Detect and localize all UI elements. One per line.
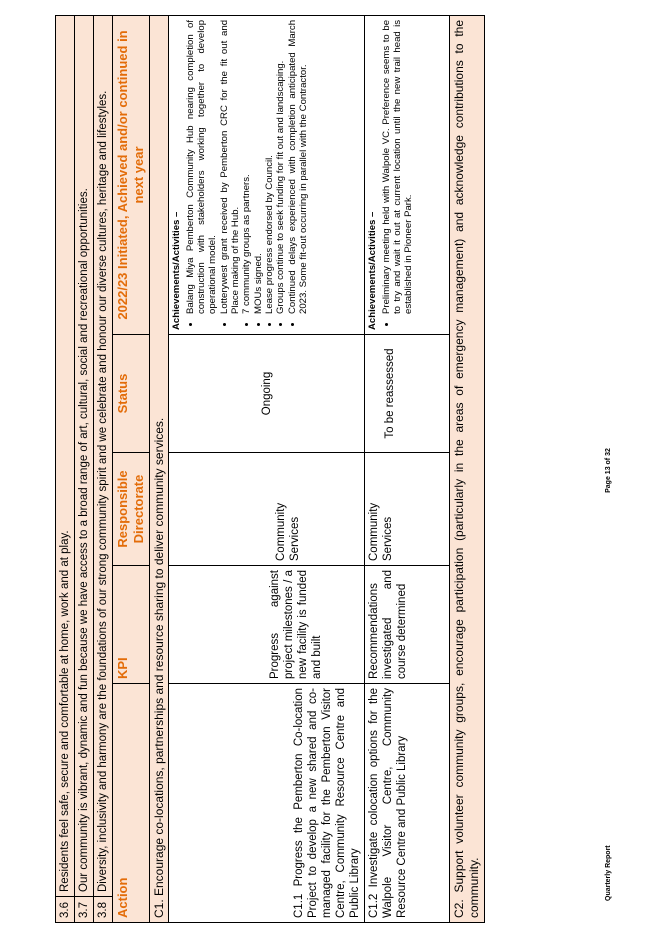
header-status: Status (113, 335, 150, 453)
header-action: Action (113, 684, 150, 923)
objective-row (75, 15, 94, 922)
kpi-cell: Progress against project milestones / a new facility is funded and built (169, 566, 365, 684)
section-row-c1 (149, 15, 169, 922)
section-row-c2 (450, 15, 484, 922)
table-header (113, 15, 150, 922)
status-cell: To be reassessed (365, 335, 450, 453)
objective-text: Our community is vibrant, dynamic and fun because we have access to a broad range of art, cultural, social and recreational opportunities. (75, 15, 94, 896)
achievements-cell (169, 15, 365, 334)
objective-text: Diversity, inclusivity and harmony are the foundations of our strong community spirit and we celebrate and honour our diverse cultures, heritage and lifestyles. (94, 15, 113, 896)
action-cell: C1.2 Investigate colocation options for the Walpole Visitor Centre, Community Resource Centre and Public Library (365, 684, 450, 923)
achievements-cell (365, 15, 450, 334)
section-title: C1. Encourage co-locations, partnerships and resource sharing to deliver community services. (149, 15, 169, 922)
list-item: • Preliminary meeting held with Walpole VC. Preference seems to be to try and wait it out at current location until the new trail head is established in Pioneer Park. (381, 20, 415, 314)
table-row (169, 15, 365, 922)
kpi-cell: Recommendations investigated and course determined (365, 566, 450, 684)
objective-number: 3.6 (56, 897, 75, 923)
list-item: • Lease progress endorsed by Council. (264, 20, 275, 314)
list-item: • Lotterywest grant received by Pemberton CRC for the fit out and Place making of the Hub. (219, 20, 242, 314)
directorate-cell: Community Services (365, 453, 450, 566)
achievements-list (185, 20, 309, 330)
header-achieved: 2022/23 Initiated, Achieved and/or continued in next year (113, 15, 150, 334)
objective-row (56, 15, 75, 922)
list-item: • 7 community groups as partners. (241, 20, 252, 314)
header-directorate: Responsible Directorate (113, 453, 150, 566)
list-item: • Groups continue to seek funding for fit out and landscaping. (275, 20, 286, 314)
objective-text: Residents feel safe, secure and comfortable at home, work and at play. (56, 15, 75, 896)
list-item: • MOUs signed. (253, 20, 264, 314)
directorate-cell: Community Services (169, 453, 365, 566)
list-item: • Continued delays experienced with completion anticipated March 2023. Some fit-out occurring in parallel with the Contractor. (287, 20, 310, 314)
objective-number: 3.7 (75, 897, 94, 923)
action-cell: C1.1 Progress the Pemberton Co-location Project to develop a new shared and co-managed facility for the Pemberton Visitor Centre, Community Resource Centre and Public Library (169, 684, 365, 923)
achievements-title: Achievements/Activities – (171, 211, 183, 330)
report-title: Quarterly Report (605, 845, 612, 901)
list-item: • Balang Miya Pemberton Community Hub nearing completion of construction with stakeholders working together to develop operational model. (185, 20, 219, 314)
header-kpi: KPI (113, 566, 150, 684)
page-number: Page 13 of 32 (605, 448, 612, 493)
objective-row (94, 15, 113, 922)
achievements-title: Achievements/Activities – (367, 211, 379, 330)
objective-number: 3.8 (94, 897, 113, 923)
section-title: C2. Support volunteer community groups, encourage participation (particularly in the areas of emergency management) and acknowledge contributions to the community. (450, 15, 484, 922)
strategy-table (55, 15, 485, 923)
table-row (365, 15, 450, 922)
achievements-list (381, 20, 415, 330)
status-cell: Ongoing (169, 335, 365, 453)
